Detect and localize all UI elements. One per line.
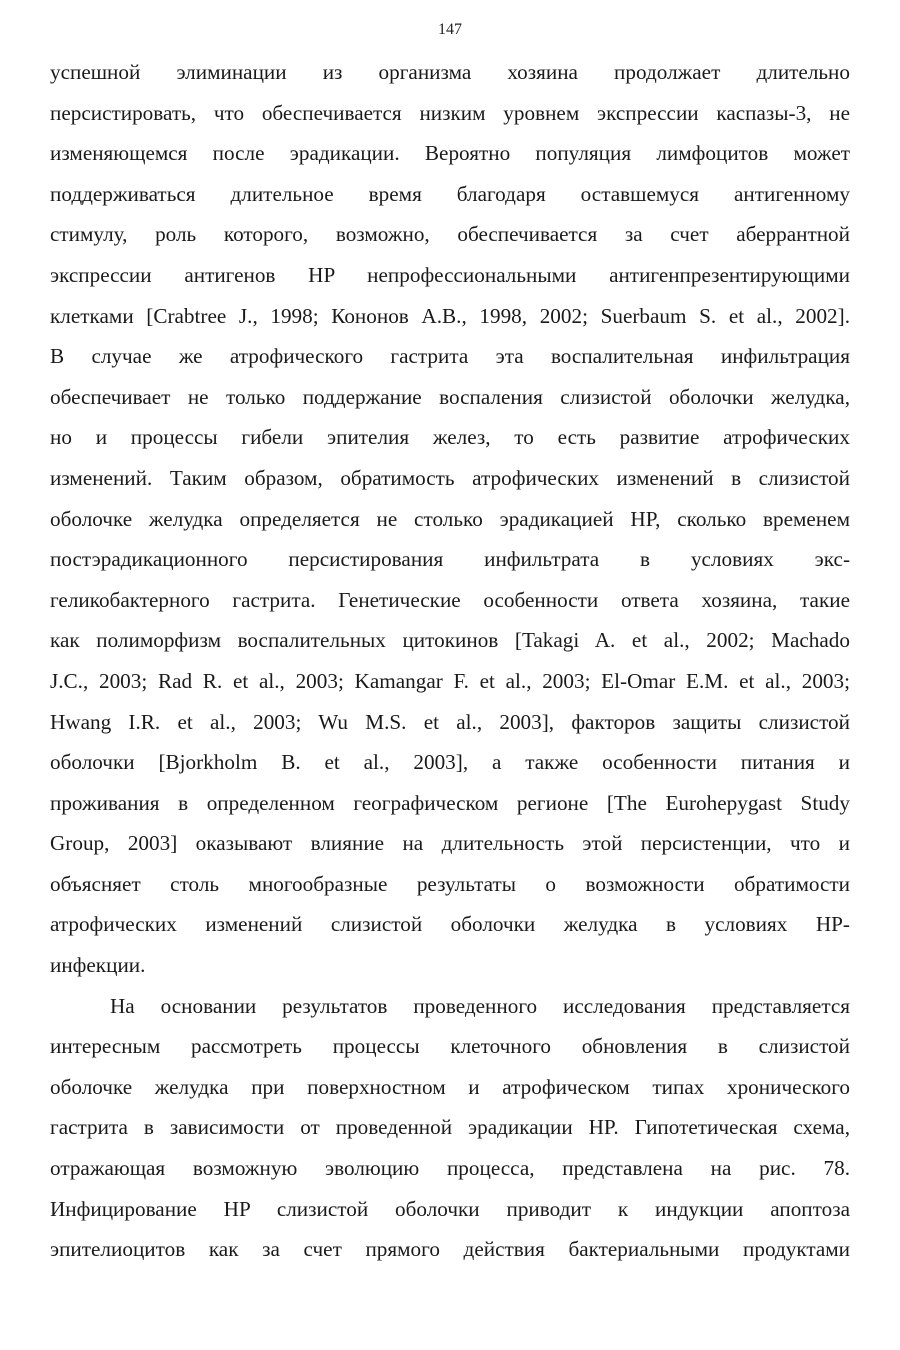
text-line: оболочки [Bjorkholm B. et al., 2003], а также особенности питания и	[50, 750, 850, 775]
text-line: оболочке желудка при поверхностном и атрофическом типах хронического	[50, 1074, 850, 1099]
paragraph-1	[50, 52, 850, 986]
text-line: обеспечивает не только поддержание воспаления слизистой оболочки желудка,	[50, 384, 850, 409]
page-number: 147	[438, 21, 462, 38]
text-line: отражающая возможную эволюцию процесса, представлена на рис. 78.	[50, 1156, 850, 1181]
paragraph-2	[50, 986, 850, 1270]
text-line: В случае же атрофического гастрита эта воспалительная инфильтрация	[50, 344, 850, 369]
text-line: Hwang I.R. et al., 2003; Wu M.S. et al., 2003], факторов защиты слизистой	[50, 709, 850, 734]
text-line: экспрессии антигенов HP непрофессиональными антигенпрезентирующими	[50, 262, 850, 287]
text-line: геликобактерного гастрита. Генетические особенности ответа хозяина, такие	[50, 587, 850, 612]
text-line: изменений. Таким образом, обратимость атрофических изменений в слизистой	[50, 465, 850, 490]
text-line: атрофических изменений слизистой оболочки желудка в условиях HP-	[50, 912, 850, 937]
text-line: но и процессы гибели эпителия желез, то есть развитие атрофических	[50, 425, 850, 450]
text-line: На основании результатов проведенного исследования представляется	[110, 993, 850, 1018]
text-line: гастрита в зависимости от проведенной эрадикации HP. Гипотетическая схема,	[50, 1115, 850, 1140]
text-line: персистировать, что обеспечивается низким уровнем экспрессии каспазы-3, не	[50, 100, 850, 125]
body-text	[50, 52, 850, 1270]
text-line: J.C., 2003; Rad R. et al., 2003; Kamangar F. et al., 2003; El-Omar E.M. et al., 2003;	[50, 668, 850, 693]
text-line: интересным рассмотреть процессы клеточного обновления в слизистой	[50, 1034, 850, 1059]
text-line: постэрадикационного персистирования инфильтрата в условиях экс-	[50, 547, 850, 572]
text-line: эпителиоцитов как за счет прямого действия бактериальными продуктами	[50, 1237, 850, 1262]
text-line: оболочке желудка определяется не столько эрадикацией HP, сколько временем	[50, 506, 850, 531]
text-line: инфекции.	[50, 953, 146, 978]
text-line: поддерживаться длительное время благодаря оставшемуся антигенному	[50, 181, 850, 206]
text-line: изменяющемся после эрадикации. Вероятно популяция лимфоцитов может	[50, 141, 850, 166]
text-line: клетками [Crabtree J., 1998; Кононов А.В., 1998, 2002; Suerbaum S. et al., 2002].	[50, 303, 850, 328]
text-line: проживания в определенном географическом регионе [The Eurohepygast Study	[50, 790, 850, 815]
text-line: стимулу, роль которого, возможно, обеспечивается за счет аберрантной	[50, 222, 850, 247]
text-line: как полиморфизм воспалительных цитокинов [Takagi A. et al., 2002; Machado	[50, 628, 850, 653]
text-line: успешной элиминации из организма хозяина продолжает длительно	[50, 60, 850, 84]
text-line: Group, 2003] оказывают влияние на длительность этой персистенции, что и	[50, 831, 850, 856]
text-line: Инфицирование HP слизистой оболочки приводит к индукции апоптоза	[50, 1196, 850, 1221]
text-line: объясняет столь многообразные результаты о возможности обратимости	[50, 871, 850, 896]
